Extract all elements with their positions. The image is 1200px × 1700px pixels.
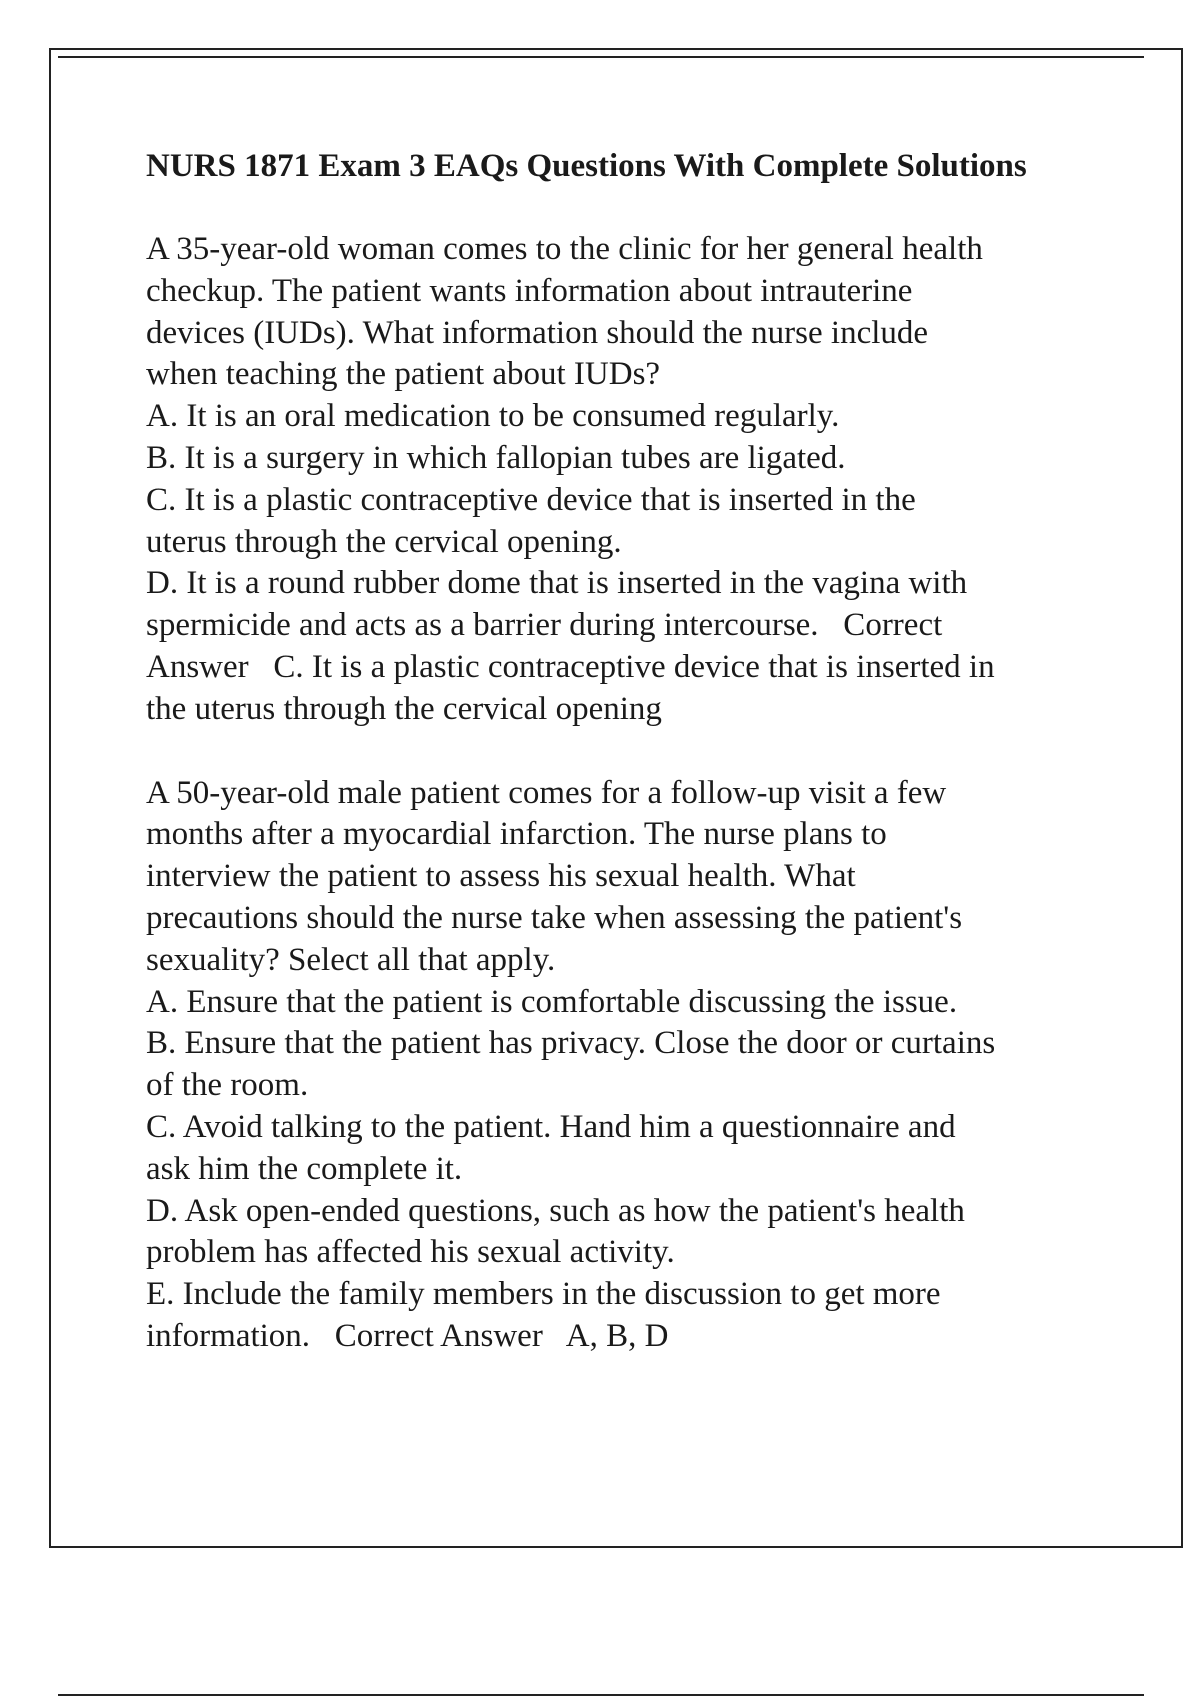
question-1-correct-answer: Answer C. It is a plastic contraceptive device that is inserted in bbox=[146, 648, 995, 685]
question-1-stem-line: A 35-year-old woman comes to the clinic for her general health bbox=[146, 231, 983, 267]
question-2-option-c: C. Avoid talking to the patient. Hand him a questionnaire and bbox=[146, 1108, 956, 1145]
footer-rule bbox=[58, 1694, 1144, 1696]
question-1-option-a: A. It is an oral medication to be consumed regularly. bbox=[146, 398, 840, 435]
question-1-option-b: B. It is a surgery in which fallopian tubes are ligated. bbox=[146, 439, 846, 476]
question-2-option-e: E. Include the family members in the discussion to get more bbox=[146, 1276, 941, 1313]
question-2-option-d: D. Ask open-ended questions, such as how the patient's health bbox=[146, 1192, 965, 1229]
question-2-stem-line: sexuality? Select all that apply. bbox=[146, 941, 556, 978]
question-1-option-d: D. It is a round rubber dome that is inserted in the vagina with bbox=[146, 565, 968, 602]
question-1-option-c: C. It is a plastic contraceptive device that is inserted in the bbox=[146, 481, 916, 518]
question-1-stem-line: devices (IUDs). What information should the nurse include bbox=[146, 314, 929, 351]
question-1-stem-line: when teaching the patient about IUDs? bbox=[146, 356, 661, 393]
question-2-correct-answer: information. Correct Answer A, B, D bbox=[146, 1317, 669, 1354]
question-2-option-b-cont: of the room. bbox=[146, 1067, 309, 1104]
question-2 bbox=[146, 773, 1106, 1358]
question-1-option-d-cont: spermicide and acts as a barrier during intercourse. Correct bbox=[146, 607, 943, 644]
question-2-stem-line: interview the patient to assess his sexual health. What bbox=[146, 858, 856, 895]
question-2-option-d-cont: problem has affected his sexual activity. bbox=[146, 1234, 675, 1271]
question-2-option-c-cont: ask him the complete it. bbox=[146, 1150, 463, 1187]
question-2-option-b: B. Ensure that the patient has privacy. Close the door or curtains bbox=[146, 1025, 996, 1062]
question-2-stem-line: precautions should the nurse take when assessing the patient's bbox=[146, 899, 963, 936]
question-1-stem-line: checkup. The patient wants information about intrauterine bbox=[146, 272, 913, 309]
question-2-stem-line: A 50-year-old male patient comes for a follow-up visit a few bbox=[146, 774, 947, 811]
question-1 bbox=[146, 229, 1106, 731]
question-1-option-c-cont: uterus through the cervical opening. bbox=[146, 523, 622, 560]
question-2-stem-line: months after a myocardial infarction. The nurse plans to bbox=[146, 816, 887, 853]
question-1-correct-answer-cont: the uterus through the cervical opening bbox=[146, 690, 662, 727]
question-2-option-a: A. Ensure that the patient is comfortable discussing the issue. bbox=[146, 983, 958, 1020]
document-title: NURS 1871 Exam 3 EAQs Questions With Complete Solutions bbox=[146, 148, 1027, 184]
document-body bbox=[146, 145, 1106, 1358]
header-rule bbox=[58, 56, 1144, 58]
